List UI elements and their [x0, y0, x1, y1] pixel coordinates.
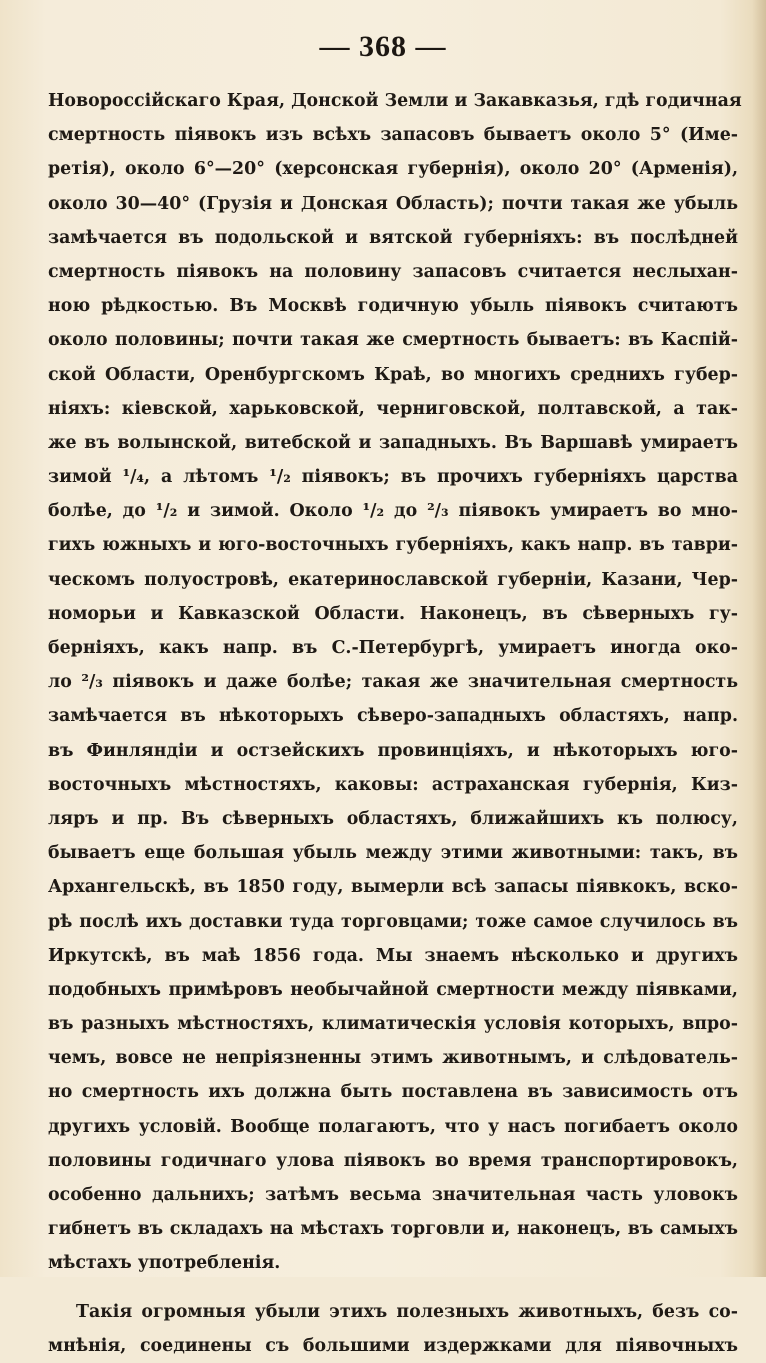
- text-line: но смертность ихъ должна быть поставлена въ зависимость отъ: [48, 1082, 738, 1103]
- text-line: болѣе, до ¹/₂ и зимой. Около ¹/₂ до ²/₃ піявокъ умираетъ во мно-: [48, 501, 738, 522]
- text-line: берніяхъ, какъ напр. въ С.-Петербургѣ, умираетъ иногда око-: [48, 638, 738, 658]
- text-line: же въ волынской, витебской и западныхъ. Въ Варшавѣ умираетъ: [48, 432, 738, 453]
- page-body: [48, 84, 742, 1363]
- text-line: чемъ, вовсе не непріязненны этимъ животнымъ, и слѣдователь-: [48, 1048, 738, 1069]
- text-line: бываетъ еще большая убыль между этими животными: такъ, въ: [48, 843, 738, 864]
- text-line: восточныхъ мѣстностяхъ, каковы: астраханская губернія, Киз-: [48, 774, 738, 795]
- text-line: замѣчается въ подольской и вятской губерніяхъ: въ послѣдней: [48, 227, 738, 248]
- text-line: зимой ¹/₄, а лѣтомъ ¹/₂ піявокъ; въ прочихъ губерніяхъ царства: [48, 467, 738, 488]
- text-line: гибнетъ въ складахъ на мѣстахъ торговли и, наконецъ, въ самыхъ: [48, 1219, 738, 1240]
- text-line: замѣчается въ нѣкоторыхъ сѣверо-западныхъ областяхъ, напр.: [48, 706, 738, 727]
- text-line: ло ²/₃ піявокъ и даже болѣе; такая же значительная смертность: [48, 672, 738, 693]
- text-line: ческомъ полуостровѣ, екатеринославской губерніи, Казани, Чер-: [48, 569, 738, 590]
- paragraph: [48, 84, 742, 1281]
- text-line: Архангельскѣ, въ 1850 году, вымерли всѣ запасы піявкокъ, вско-: [48, 877, 738, 898]
- text-line: смертность піявокъ на половину запасовъ считается неслыхан-: [48, 261, 738, 282]
- text-line: подобныхъ примѣровъ необычайной смертности между піявками,: [48, 979, 738, 1000]
- text-line: въ Финляндіи и остзейскихъ провинціяхъ, и нѣкоторыхъ юго-: [48, 740, 738, 761]
- text-line: около 30—40° (Грузія и Донская Область); почти такая же убыль: [48, 193, 738, 214]
- text-line: въ разныхъ мѣстностяхъ, климатическія условія которыхъ, впро-: [48, 1014, 738, 1035]
- text-line: рѣ послѣ ихъ доставки туда торговцами; тоже самое случилось въ: [48, 911, 738, 932]
- page-number: — 368 —: [319, 30, 447, 63]
- text-line: ніяхъ: кіевской, харьковской, черниговской, полтавской, а так-: [48, 398, 738, 419]
- text-line: ской Области, Оренбургскомъ Краѣ, во многихъ среднихъ губер-: [48, 364, 738, 385]
- page-edge-shadow: [752, 0, 766, 1277]
- text-line: особенно дальнихъ; затѣмъ весьма значительная часть уловокъ: [48, 1185, 738, 1205]
- text-line: номорьи и Кавказской Области. Наконецъ, въ сѣверныхъ гу-: [48, 603, 738, 624]
- text-line: гихъ южныхъ и юго-восточныхъ губерніяхъ, какъ напр. въ таври-: [48, 535, 738, 556]
- text-line: ляръ и пр. Въ сѣверныхъ областяхъ, ближайшихъ къ полюсу,: [48, 808, 738, 829]
- text-line: Иркутскѣ, въ маѣ 1856 года. Мы знаемъ нѣсколько и другихъ: [48, 945, 738, 966]
- text-line: мѣстахъ употребленія.: [48, 1253, 281, 1274]
- text-line: около половины; почти такая же смертность бываетъ: въ Каспій-: [48, 330, 738, 351]
- text-line: мнѣнія, соединены съ большими издержками для піявочныхъ: [48, 1335, 738, 1356]
- text-line: половины годичнаго улова піявокъ во время транспортировокъ,: [48, 1150, 738, 1171]
- text-line: ретія), около 6°—20° (херсонская губернія), около 20° (Арменія),: [48, 159, 738, 180]
- paragraph: [48, 1295, 738, 1363]
- text-line: Новороссійскаго Края, Донской Земли и Закавказья, гдѣ годичная: [48, 91, 742, 111]
- text-line: Такія огромныя убыли этихъ полезныхъ животныхъ, безъ со-: [76, 1301, 738, 1322]
- text-line: смертность піявокъ изъ всѣхъ запасовъ бываетъ около 5° (Име-: [48, 125, 738, 146]
- text-line: другихъ условій. Вообще полагаютъ, что у насъ погибаетъ около: [48, 1116, 738, 1137]
- paragraph-gap: [48, 1281, 738, 1295]
- text-line: ною рѣдкостью. Въ Москвѣ годичную убыль піявокъ считаютъ: [48, 296, 738, 317]
